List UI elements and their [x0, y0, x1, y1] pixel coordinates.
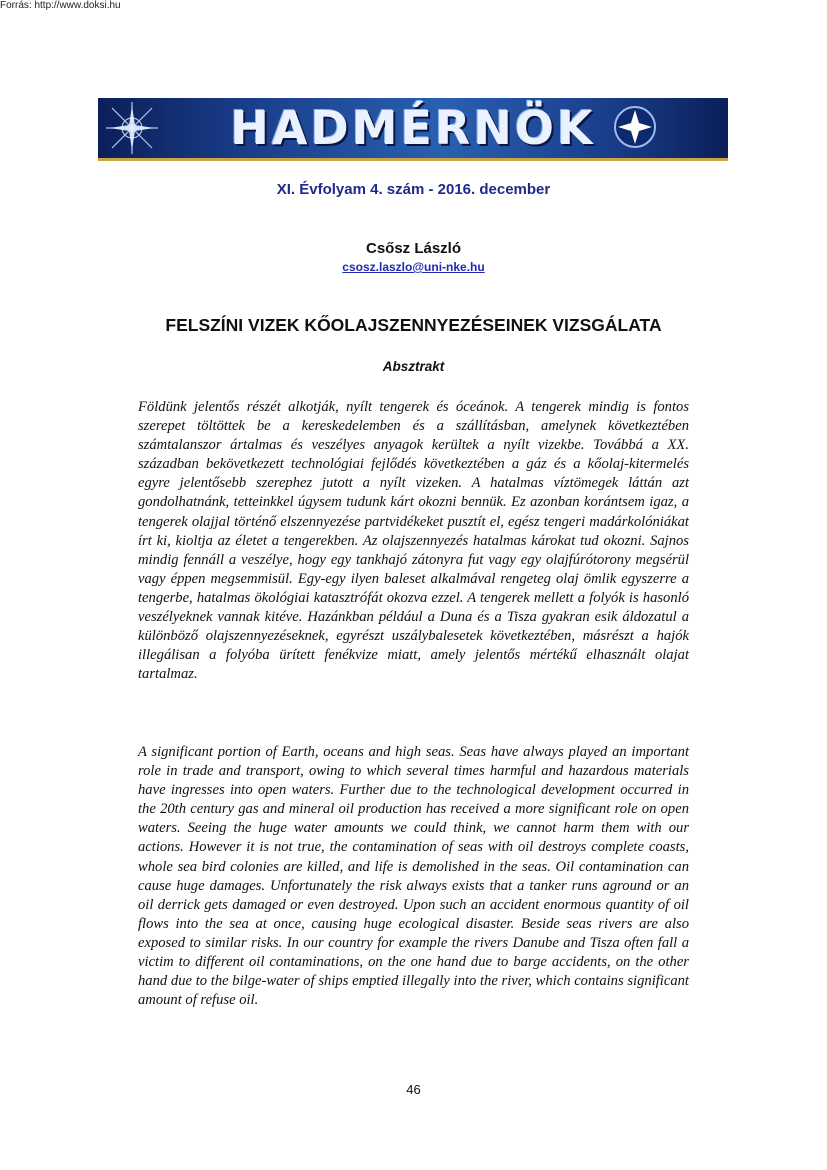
author-email-link[interactable]: csosz.laszlo@uni-nke.hu	[342, 260, 485, 274]
article-title: FELSZÍNI VIZEK KŐOLAJSZENNYEZÉSEINEK VIZSGÁLATA	[165, 315, 662, 335]
author-email	[0, 260, 827, 274]
abstract-english: A significant portion of Earth, oceans and high seas. Seas have always played an important role in trade and transport, owing to which several times harmful and hazardous materials have ingresses into open waters. Further due to the technological development occurred in the 20th century gas and mineral oil production has received a more significant role on open waters. Seeing the huge water amounts we could think, we cannot harm them with our actions. However it is not true, the contamination of seas with oil destroys complete coasts, whole sea bird colonies are killed, and life is demolished in the seas. Oil contamination can cause huge damages. Unfortunately the risk always exists that a tanker runs aground or an oil derrick gets damaged or even destroyed. Upon such an accident enormous quantity of oil flows into the sea at once, causing huge ecological disaster. Beside seas rivers are also exposed to similar risks. In our country for example the rivers Danube and Tisza often fall a victim to different oil contaminations, on the one hand due to barge accidents, on the other hand due to the bilge-water of ships emptied illegally into the river, which contains significant amount of refuse oil.	[138, 744, 689, 1009]
author-name: Csősz László	[365, 240, 462, 257]
source-note: Forrás: http://www.doksi.hu	[0, 0, 121, 11]
emblem-icon	[612, 104, 658, 150]
issue-line: XI. Évfolyam 4. szám - 2016. december	[276, 181, 551, 198]
journal-title: HADMÉRNÖK	[230, 101, 596, 155]
journal-banner	[98, 98, 728, 161]
abstract-hungarian: Földünk jelentős részét alkotják, nyílt tengerek és óceánok. A tengerek mindig is fontos szerepet töltöttek be a kereskedelemben és a szállításban, amelynek következtében számtalanszor ártalmas és veszélyes anyagok kerültek a nyílt vizekbe. Továbbá a XX. században bekövetkezett technológiai fejlődés következtében a gáz és a kőolaj-kitermelés egyre jelentősebb szerephez jutott a nyílt vizeken. A hatalmas víztömegek láttán azt gondolhatnánk, tetteinkkel úgysem tudunk kárt okozni bennük. Ez azonban korántsem igaz, a tengerek olajjal történő elszennyezése partvidékeket pusztít el, egész tengeri madárkolóniákat írt ki, kioltja az életet a tengerekben. Az olajszennyezés hatalmas károkat tud okozni. Sajnos mindig fennáll a veszélye, hogy egy tankhajó zátonyra fut vagy egy olajfúrótorony megsérül vagy éppen megsemmisül. Egy-egy ilyen baleset alkalmával rengeteg olaj ömlik egyszerre a tengerbe, hatalmas ökológiai katasztrófát okozva ezzel. A tengerek mellett a folyók is hasonló veszélyeknek vannak kitéve. Hazánkban például a Duna és a Tisza gyakran esik áldozatul a különböző olajszennyezéseknek, egyrészt uszálybalesetek következtében, másrészt a hajók illegálisan a folyóba ürített fenékvize miatt, amely jelentős mértékű elhasznált olajat tartalmaz.	[138, 399, 689, 683]
page-number: 46	[406, 1082, 421, 1097]
abstract-heading: Absztrakt	[382, 359, 445, 374]
